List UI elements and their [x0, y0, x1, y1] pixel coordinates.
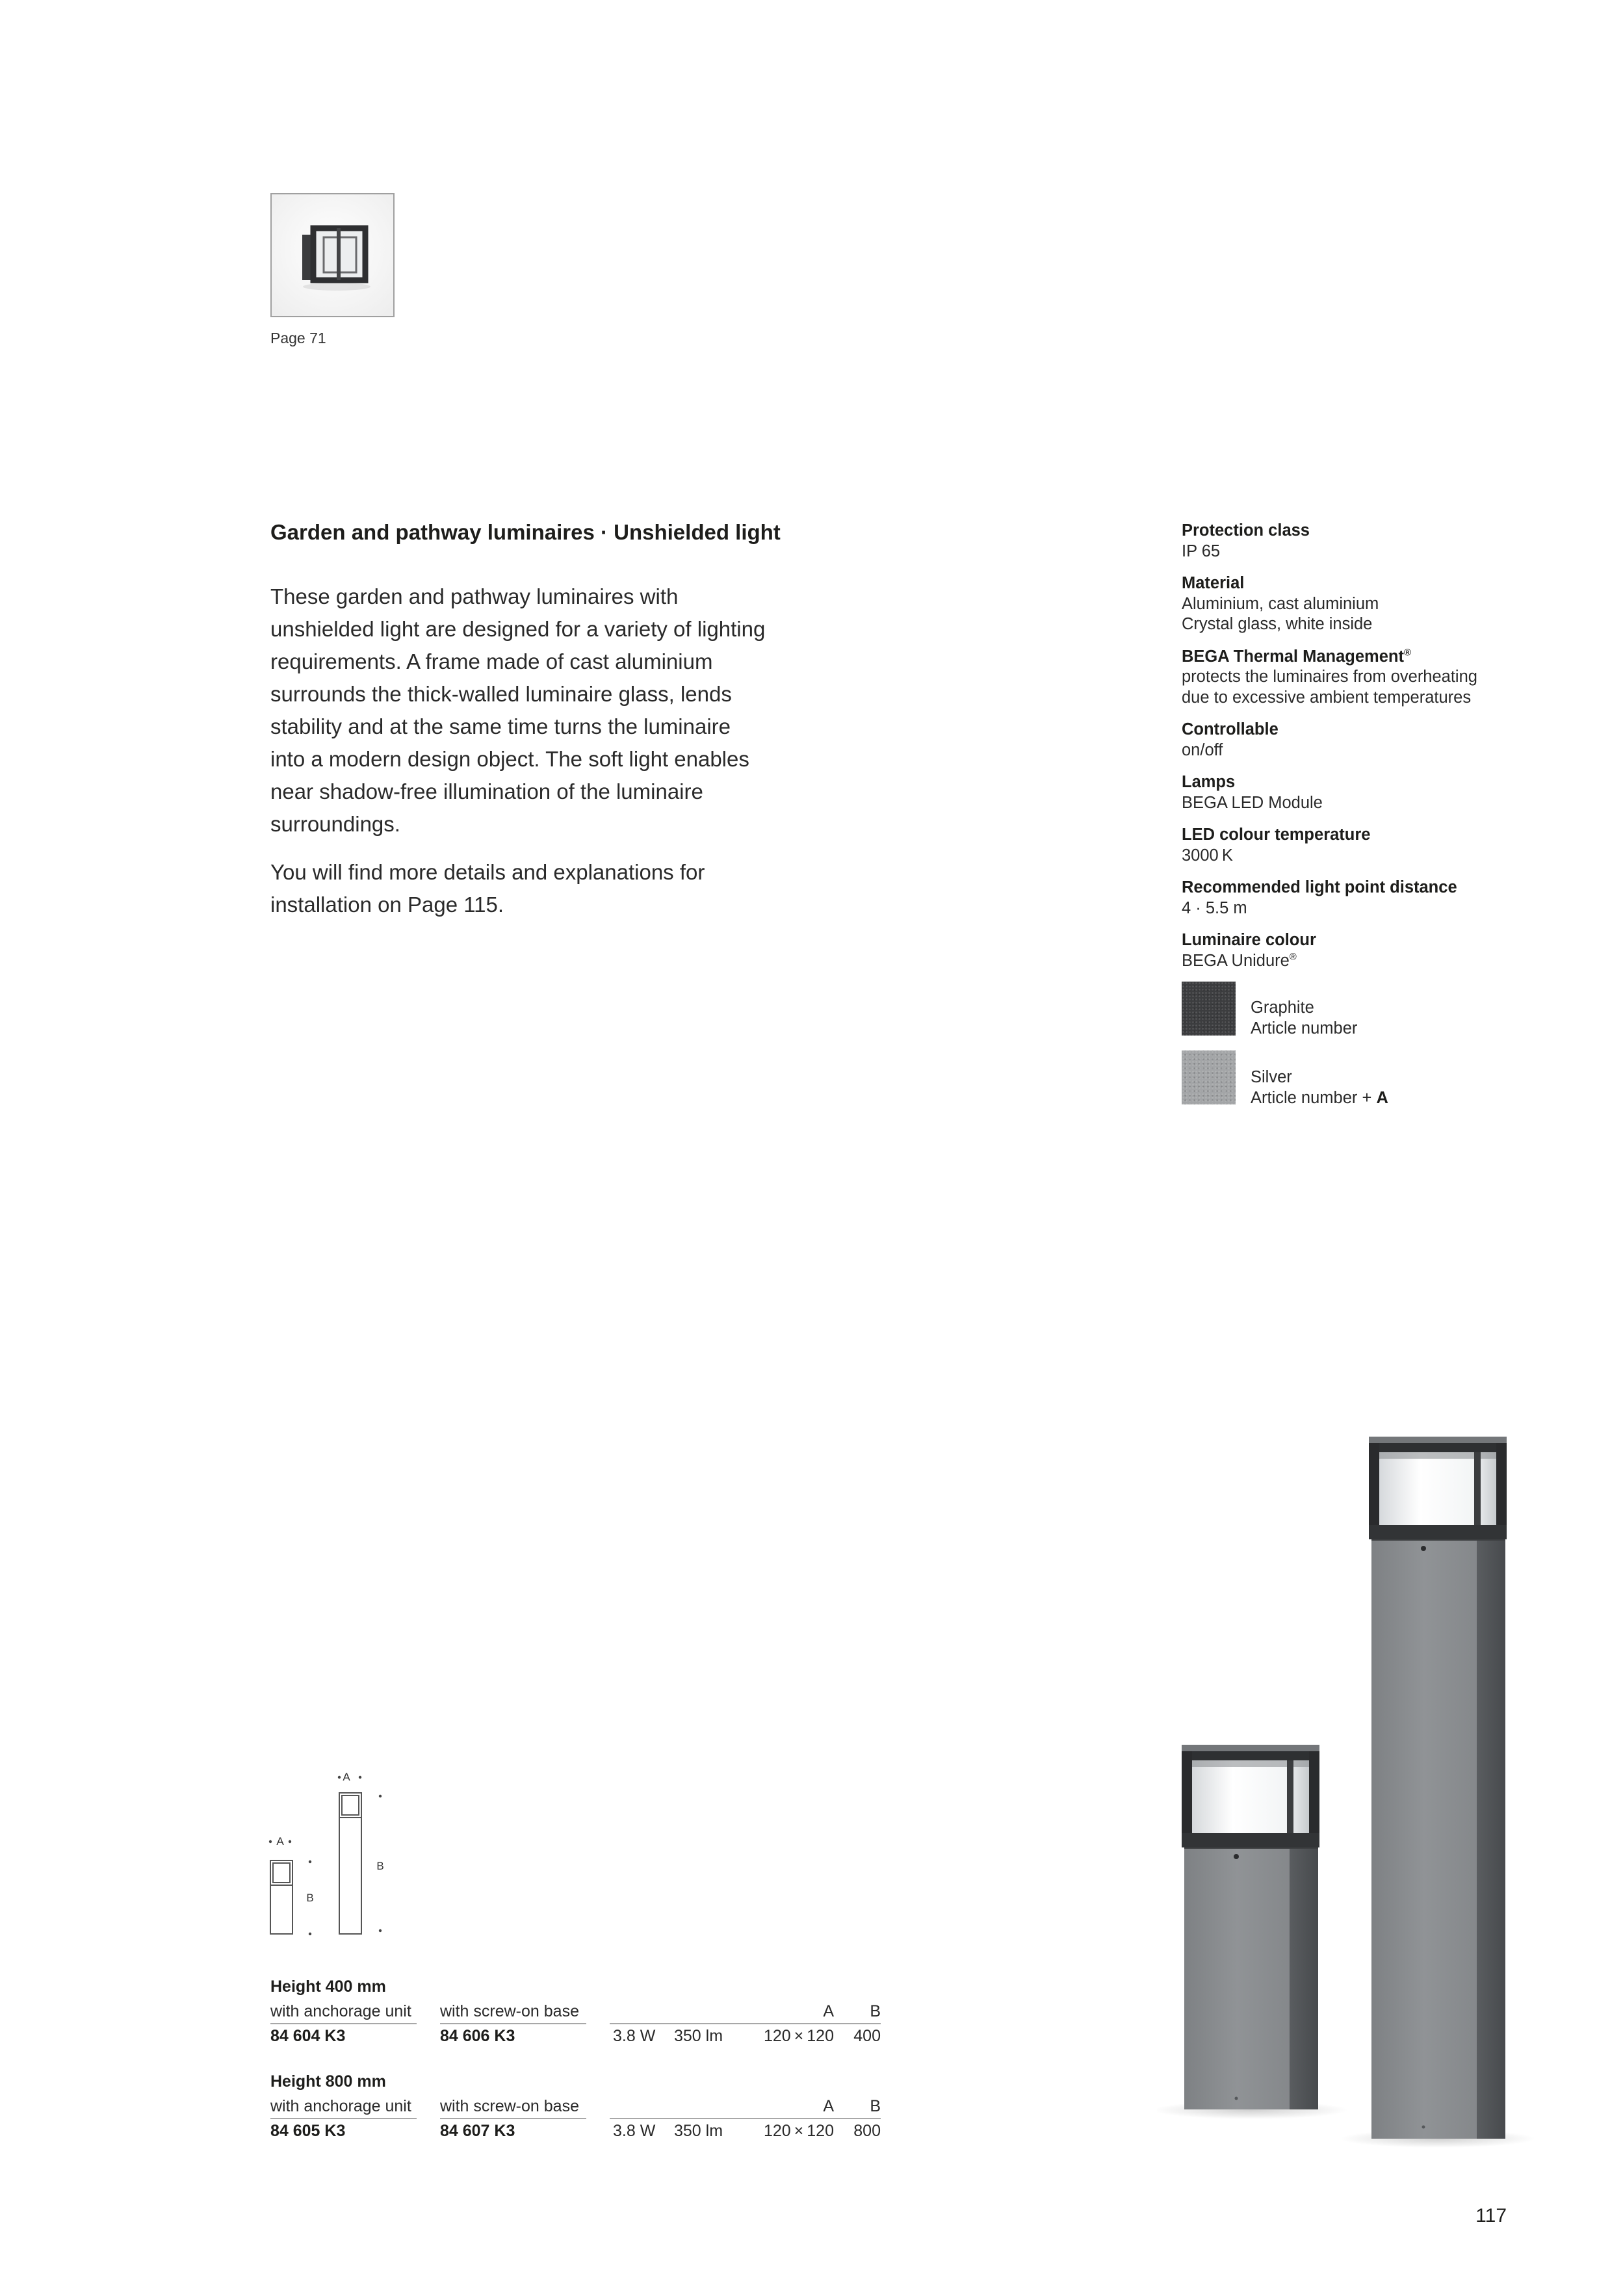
- spec-colour-temperature: [1182, 825, 1598, 866]
- page-number: 117: [1475, 2205, 1507, 2226]
- article-screw-base: 84 606 K3: [440, 2027, 515, 2045]
- description-paragraph: [270, 581, 765, 841]
- dimension-diagram: [263, 1768, 393, 1944]
- spec-protection-class: [1182, 521, 1598, 562]
- short-bollard-outline: [270, 1860, 292, 1934]
- registered-mark: ®: [1403, 647, 1411, 658]
- power: 3.8 W: [613, 2122, 656, 2140]
- description-line: surrounds the thick-walled luminaire glass, lends: [270, 682, 732, 706]
- table-rule: [610, 2023, 881, 2024]
- spec-label: Recommended light point distance: [1182, 878, 1457, 896]
- article-screw-base: 84 607 K3: [440, 2122, 515, 2140]
- description-line: into a modern design object. The soft light enables: [270, 747, 749, 771]
- colour-article: Article number: [1251, 1019, 1358, 1037]
- colour-swatch-graphite: [1182, 982, 1236, 1036]
- spec-material: [1182, 573, 1598, 635]
- dimension-label-b: B: [306, 1892, 314, 1904]
- description-line: near shadow-free illumination of the luminaire: [270, 779, 703, 803]
- registered-mark: ®: [1289, 952, 1297, 962]
- description-line: These garden and pathway luminaires with: [270, 584, 679, 608]
- spec-thermal-management: [1182, 647, 1598, 709]
- dimension-label-a: A: [343, 1771, 350, 1783]
- table-rule: [440, 2023, 586, 2024]
- dimension-a: 120 × 120: [763, 2027, 834, 2045]
- description-line: installation on Page 115.: [270, 893, 504, 917]
- related-page-label: Page 71: [270, 330, 326, 346]
- colour-swatch-silver: [1182, 1050, 1236, 1104]
- spec-label: Controllable: [1182, 720, 1279, 738]
- article-anchorage: 84 605 K3: [270, 2122, 346, 2140]
- spec-label: Material: [1182, 574, 1245, 592]
- description-line: stability and at the same time turns the luminaire: [270, 714, 731, 738]
- variant-height: Height 400 mm: [270, 1977, 386, 1996]
- table-rule: [610, 2118, 881, 2119]
- spec-label: [1182, 647, 1598, 668]
- header-dimension-a: A: [823, 2097, 834, 2115]
- tall-bollard-head: [342, 1795, 359, 1815]
- description-line: unshielded light are designed for a variety of lighting: [270, 617, 766, 641]
- colour-article: [1251, 1088, 1388, 1109]
- colour-name: Graphite: [1251, 998, 1314, 1017]
- power: 3.8 W: [613, 2027, 656, 2045]
- article-anchorage: 84 604 K3: [270, 2027, 346, 2045]
- spec-label: LED colour temperature: [1182, 826, 1371, 844]
- spec-value: BEGA LED Module: [1182, 793, 1323, 812]
- header-anchorage: with anchorage unit: [270, 2002, 411, 2020]
- spec-light-point-distance: [1182, 878, 1598, 919]
- spec-label: Protection class: [1182, 521, 1310, 540]
- dimension-label-b: B: [376, 1860, 384, 1872]
- table-rule: [440, 2118, 586, 2119]
- table-rule: [270, 2023, 417, 2024]
- dimension-label-a: A: [276, 1835, 284, 1847]
- colour-option-graphite: [1251, 998, 1357, 1039]
- variant-table: [270, 2071, 894, 2156]
- luminous-flux: 350 lm: [674, 2027, 723, 2045]
- table-rule: [270, 2118, 417, 2119]
- related-product-thumbnail: [270, 193, 395, 317]
- product-photo: [1157, 1417, 1534, 2158]
- header-anchorage: with anchorage unit: [270, 2097, 411, 2115]
- spec-value: Crystal glass, white inside: [1182, 615, 1373, 633]
- dimension-b: 800: [853, 2122, 881, 2140]
- dimension-b: 400: [853, 2027, 881, 2045]
- colour-name: Silver: [1251, 1068, 1292, 1086]
- spec-lamps: [1182, 772, 1598, 813]
- spec-value: Aluminium, cast aluminium: [1182, 594, 1379, 613]
- description-paragraph: [270, 856, 765, 921]
- variant-table: [270, 1976, 894, 2061]
- short-bollard-head: [273, 1863, 290, 1883]
- spec-controllable: [1182, 720, 1598, 761]
- tall-bollard-outline: [339, 1793, 361, 1934]
- spec-label: Luminaire colour: [1182, 931, 1316, 949]
- colour-article-text: Article number +: [1251, 1088, 1377, 1107]
- page-title: Garden and pathway luminaires · Unshielded light: [270, 520, 781, 544]
- luminous-flux: 350 lm: [674, 2122, 723, 2140]
- header-dimension-b: B: [870, 2002, 881, 2020]
- spec-luminaire-colour: [1182, 930, 1598, 971]
- description-line: requirements. A frame made of cast aluminium: [270, 649, 713, 673]
- colour-option-silver: [1251, 1067, 1388, 1108]
- spec-value: IP 65: [1182, 541, 1221, 560]
- spec-value: due to excessive ambient temperatures: [1182, 688, 1472, 707]
- product-description: [270, 581, 765, 937]
- header-dimension-b: B: [870, 2097, 881, 2115]
- variant-height: Height 800 mm: [270, 2072, 386, 2091]
- spec-value-text: BEGA Unidure: [1182, 951, 1290, 970]
- bollard-tall: [1369, 1437, 1507, 2139]
- description-line: You will find more details and explanations for: [270, 860, 705, 884]
- spec-value: on/off: [1182, 740, 1223, 759]
- description-line: surroundings.: [270, 812, 400, 836]
- spec-value: 3000 K: [1182, 846, 1233, 865]
- spec-value: protects the luminaires from overheating: [1182, 668, 1477, 686]
- colour-article-suffix: A: [1376, 1088, 1388, 1107]
- spec-value: 4 · 5.5 m: [1182, 898, 1247, 917]
- specifications: [1182, 521, 1598, 983]
- header-screw-base: with screw-on base: [440, 2002, 579, 2020]
- wall-luminaire-icon: [272, 194, 393, 316]
- header-dimension-a: A: [823, 2002, 834, 2020]
- header-screw-base: with screw-on base: [440, 2097, 579, 2115]
- dimension-a: 120 × 120: [763, 2122, 834, 2140]
- spec-value: [1182, 951, 1598, 972]
- spec-label-text: BEGA Thermal Management: [1182, 647, 1404, 666]
- bollard-short: [1182, 1745, 1319, 2109]
- spec-label: Lamps: [1182, 773, 1236, 791]
